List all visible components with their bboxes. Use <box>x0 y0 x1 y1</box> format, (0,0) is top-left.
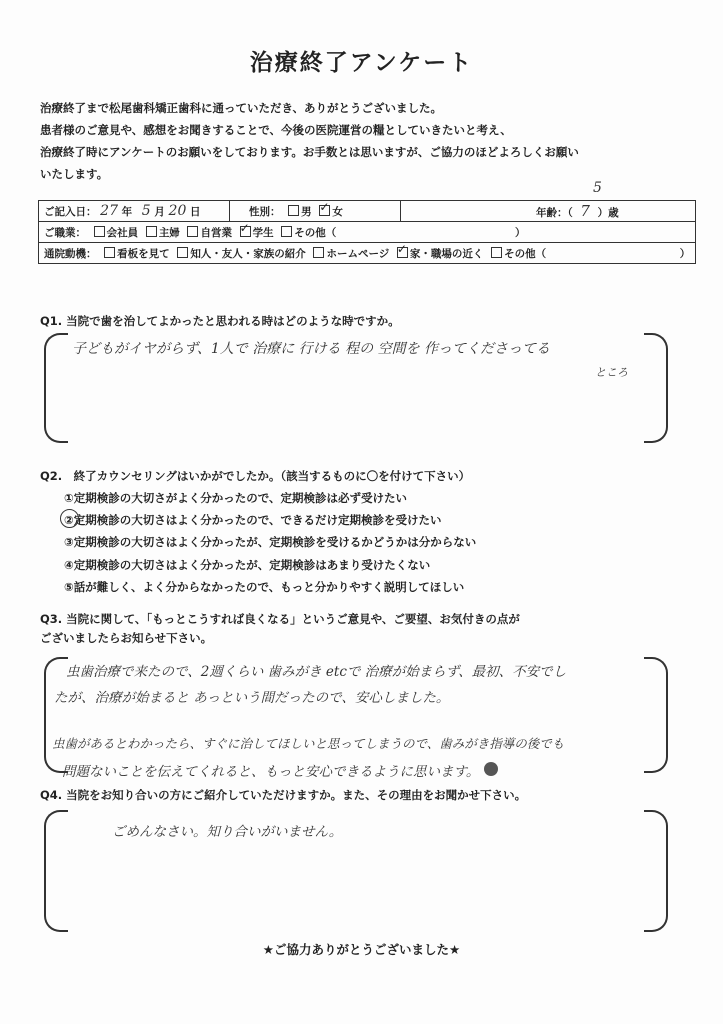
ink-blot-mark <box>484 762 498 776</box>
occupation-checkbox[interactable] <box>281 226 292 237</box>
q3-bracket-left <box>44 657 68 773</box>
occupation-checkbox[interactable] <box>94 226 105 237</box>
date-month[interactable]: 5 <box>141 203 151 219</box>
q2-option[interactable]: ①定期検診の大切さがよく分かったので、定期検診は必ず受けたい <box>64 491 408 505</box>
q2-option[interactable]: ④定期検診の大切さはよく分かったが、定期検診はあまり受けたくない <box>64 558 431 572</box>
q3-question <box>40 610 520 648</box>
q3-question-line: Q3. 当院に関して、「もっとこうすれば良くなる」というご意見や、ご要望、お気付きの点が <box>40 612 520 626</box>
intro-line: 患者様のご意見や、感想をお聞きすることで、今後の医院運営の糧としていきたいと考え、 <box>40 123 512 137</box>
age-unit: ）歳 <box>597 207 619 219</box>
year-unit: 年 <box>121 206 133 218</box>
q4-answer[interactable]: ごめんなさい。知り合いがいません。 <box>112 824 343 840</box>
date-day[interactable]: 20 <box>168 203 187 219</box>
motive-row <box>39 243 696 264</box>
q4-bracket-left <box>44 810 68 932</box>
occupation-option: その他（ <box>294 226 337 239</box>
q1-bracket-left <box>44 333 68 443</box>
motive-checkbox[interactable] <box>177 247 188 258</box>
motive-close: ） <box>679 247 691 260</box>
motive-option: 家・職場の近く <box>409 247 484 260</box>
age-label: 年齢：（ <box>536 207 573 219</box>
age-cell <box>401 201 696 222</box>
q1-answer-line[interactable]: ところ <box>595 366 628 379</box>
motive-checkbox[interactable] <box>313 247 324 258</box>
q3-answer-line[interactable]: たが、治療が始まると あっという間だったので、安心しました。 <box>54 690 450 706</box>
occupation-checkbox[interactable] <box>146 226 157 237</box>
motive-checkbox[interactable] <box>491 247 502 258</box>
intro-line: 治療終了時にアンケートのお願いをしております。お手数とは思いますが、ご協力のほどよろしくお願い <box>40 145 579 159</box>
occupation-close: ） <box>514 226 526 239</box>
gender-female-checkbox[interactable] <box>319 205 330 216</box>
occupation-option: 学生 <box>252 226 274 239</box>
gender-male-checkbox[interactable] <box>288 205 299 216</box>
date-cell <box>39 201 230 222</box>
date-label: ご記入日： <box>44 206 97 218</box>
page-title: 治療終了アンケート <box>249 50 474 76</box>
occupation-checkbox[interactable] <box>187 226 198 237</box>
day-unit: 日 <box>190 206 201 218</box>
selection-circle-mark <box>60 509 79 528</box>
month-unit: 月 <box>154 206 165 218</box>
q1-question: Q1. 当院で歯を治してよかったと思われる時はどのような時ですか。 <box>40 314 400 328</box>
q3-answer-line[interactable]: 虫歯治療で来たので、2週くらい 歯みがき etcで 治療が始まらず、最初、不安でし <box>66 664 567 680</box>
occupation-option: 主婦 <box>158 226 180 239</box>
q4-bracket-right <box>644 810 668 932</box>
gender-cell <box>230 201 401 222</box>
motive-option: 知人・友人・家族の紹介 <box>190 247 306 260</box>
gender-female-label: 女 <box>332 205 343 218</box>
date-year[interactable]: 27 <box>100 203 118 219</box>
occupation-option: 自営業 <box>200 226 232 239</box>
q1-bracket-right <box>644 333 668 443</box>
age-value[interactable]: 7 <box>580 202 590 220</box>
motive-checkbox-near-home[interactable] <box>397 247 408 258</box>
motive-option: 看板を見て <box>117 247 170 260</box>
intro-text <box>40 97 690 185</box>
thanks-footer: ★ご協力ありがとうございました★ <box>262 942 461 957</box>
q3-bracket-right <box>644 657 668 773</box>
info-table <box>38 200 696 264</box>
gender-label: 性別： <box>249 205 281 218</box>
q2-question: Q2. 終了カウンセリングはいかがでしたか。（該当するものに〇を付けて下さい） <box>40 469 471 483</box>
occupation-checkbox-student[interactable] <box>240 226 251 237</box>
motive-checkbox[interactable] <box>104 247 115 258</box>
q3-question-line: ございましたらお知らせ下さい。 <box>40 631 213 645</box>
motive-label: 通院動機： <box>44 247 97 260</box>
q1-answer-line[interactable]: 子どもがイヤがらず、1人で 治療に 行ける 程の 空間を 作ってくださってる <box>72 341 551 357</box>
occupation-row <box>39 222 696 243</box>
q2-option[interactable]: ③定期検診の大切さはよく分かったが、定期検診を受けるかどうかは分からない <box>64 535 477 549</box>
gender-male-label: 男 <box>301 205 312 218</box>
q3-answer-line[interactable]: 虫歯があるとわかったら、すぐに治してほしいと思ってしまうので、歯みがき指導の後でも <box>52 736 565 751</box>
q4-question: Q4. 当院をお知り合いの方にご紹介していただけますか。また、その理由をお聞かせ下さい。 <box>40 788 527 802</box>
occupation-label: ご職業： <box>44 226 86 239</box>
motive-option: ホームページ <box>326 247 390 260</box>
intro-line: いたします。 <box>40 167 109 181</box>
q2-option-selected[interactable]: ②定期検診の大切さはよく分かったので、できるだけ定期検診を受けたい <box>64 513 442 527</box>
occupation-option: 会社員 <box>106 226 139 239</box>
q3-answer-line[interactable]: 問題ないことを伝えてくれると、もっと安心できるように思います。 <box>62 764 480 780</box>
age-correction: 5 <box>593 180 602 196</box>
motive-option: その他（ <box>504 247 547 260</box>
q2-option[interactable]: ⑤話が難しく、よく分からなかったので、もっと分かりやすく説明してほしい <box>64 580 465 594</box>
intro-line: 治療終了まで松尾歯科矯正歯科に通っていただき、ありがとうございました。 <box>40 101 443 115</box>
